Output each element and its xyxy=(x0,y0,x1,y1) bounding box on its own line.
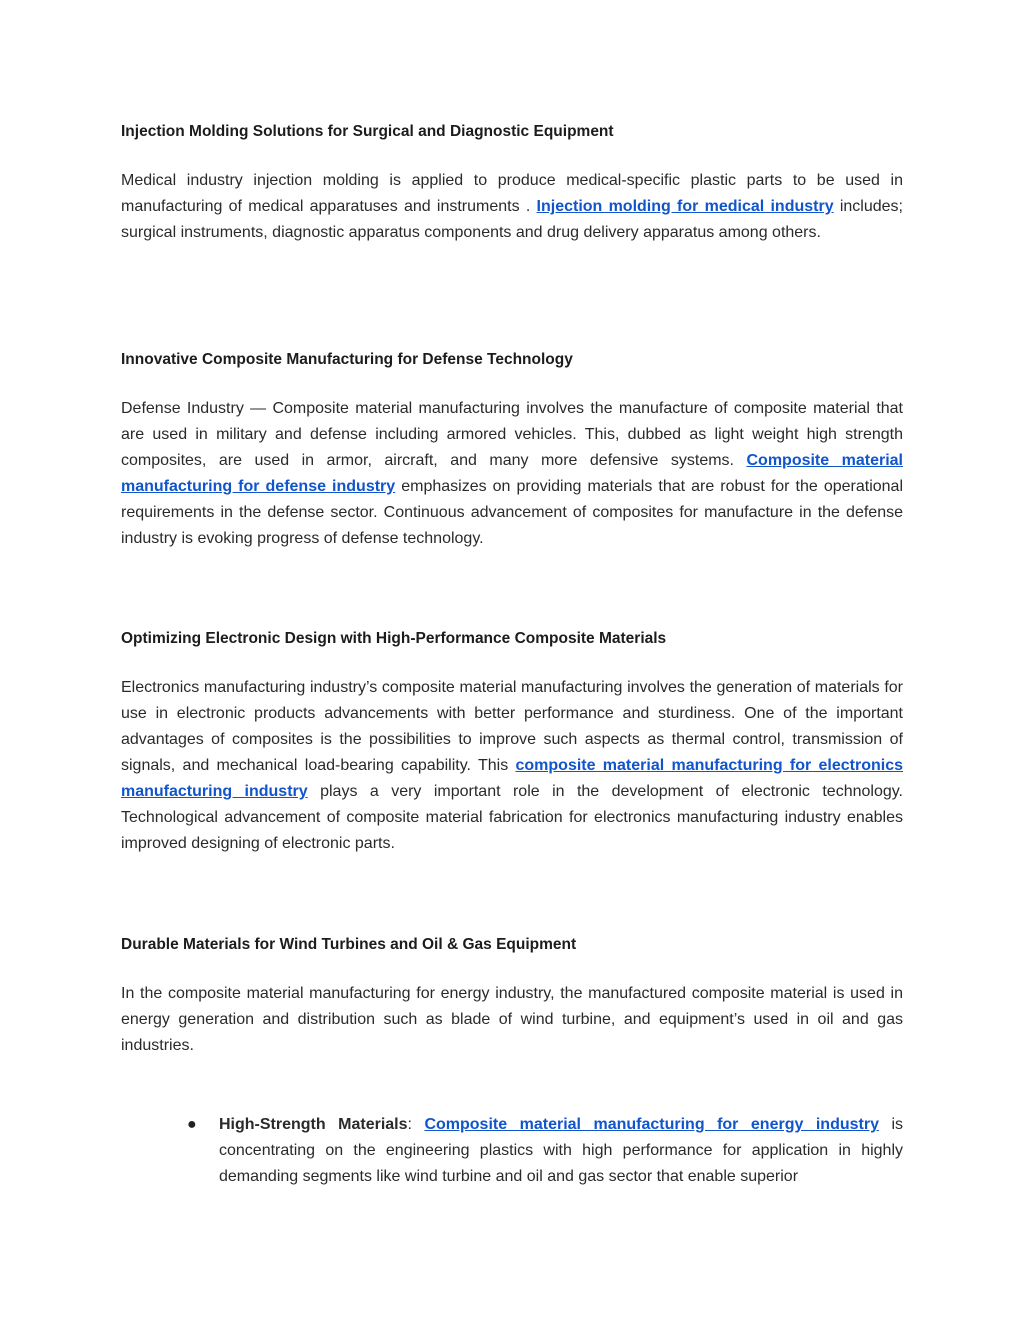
section-paragraph-defense xyxy=(121,396,903,552)
bullet-marker: ● xyxy=(187,1116,197,1133)
section-heading-electronics: Optimizing Electronic Design with High-Performance Composite Materials xyxy=(121,630,667,647)
bullet-list-item xyxy=(183,1112,903,1190)
bullet-body: is concentrating on the engineering plastics with high performance for application in highly demanding segments like wind turbine and oil and gas sector that enable superior xyxy=(219,1116,904,1185)
paragraph-text: emphasizes on providing materials that are robust for the operational requirements in the defense sector. Continuous advancement of composites for manufacture in the defense industry is evoking progress of defense technology. xyxy=(121,478,903,547)
bullet-separator: : xyxy=(407,1116,425,1133)
section-paragraph-energy: In the composite material manufacturing for energy industry, the manufactured composite material is used in energy generation and distribution such as blade of wind turbine, and equipment’s used in oil and gas industries. xyxy=(121,985,903,1054)
link-composite-electronics[interactable]: composite material manufacturing for electronics manufacturing industry xyxy=(121,757,903,800)
link-composite-energy[interactable]: Composite material manufacturing for energy industry xyxy=(424,1116,879,1133)
section-paragraph-electronics xyxy=(121,675,903,857)
paragraph-text: plays a very important role in the development of electronic technology. Technological advancement of composite material fabrication for electronics manufacturing industry enables improved designing of electronic parts. xyxy=(121,783,904,852)
section-heading-medical: Injection Molding Solutions for Surgical and Diagnostic Equipment xyxy=(121,123,614,140)
paragraph-text: includes; surgical instruments, diagnostic apparatus components and drug delivery apparatus among others. xyxy=(121,198,903,241)
link-composite-defense[interactable]: Composite material manufacturing for defense industry xyxy=(121,452,904,495)
section-heading-energy: Durable Materials for Wind Turbines and Oil & Gas Equipment xyxy=(121,936,577,953)
paragraph-text: Defense Industry — Composite material manufacturing involves the manufacture of composite material that are used in military and defense including armored vehicles. This, dubbed as light weight high strength composites, are used in armor, aircraft, and many more defensive systems. xyxy=(121,400,903,469)
bullet-label: High-Strength Materials xyxy=(219,1116,408,1133)
paragraph-text: Medical industry injection molding is applied to produce medical-specific plastic parts to be used in manufacturing of medical apparatuses and instruments . xyxy=(121,172,903,215)
paragraph-text: Electronics manufacturing industry’s composite material manufacturing involves the generation of materials for use in electronic products advancements with better performance and sturdiness. One of the important advantages of composites is the possibilities to improve such aspects as thermal control, transmission of signals, and mechanical load-bearing capability. This xyxy=(121,679,903,774)
section-paragraph-medical xyxy=(121,168,903,246)
link-injection-molding-medical[interactable]: Injection molding for medical industry xyxy=(536,198,834,215)
bullet-text xyxy=(219,1112,903,1190)
section-heading-defense: Innovative Composite Manufacturing for Defense Technology xyxy=(121,351,573,368)
